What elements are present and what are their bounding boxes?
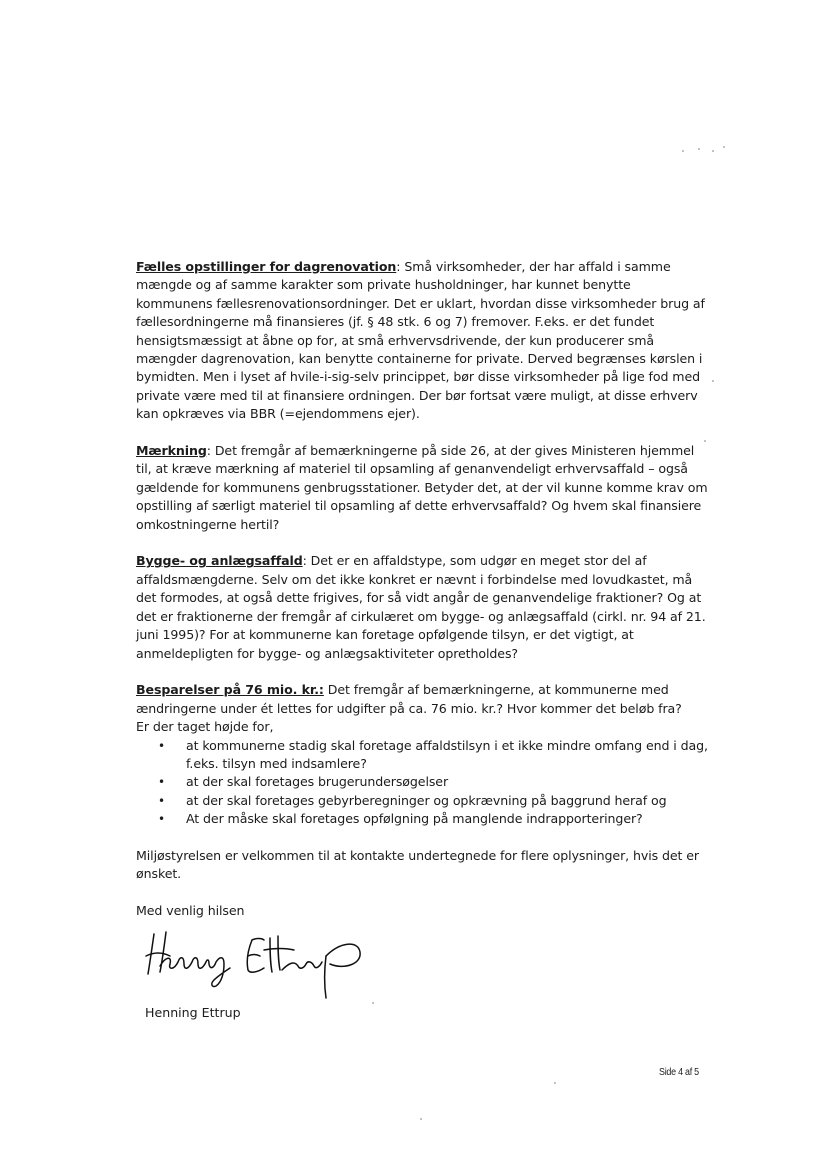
list-item: • at kommunerne stadig skal foretage affaldstilsyn i et ikke mindre omfang end i dag, f.eks. tilsyn med indsamlere? [158, 737, 708, 771]
list-item: • At der måske skal foretages opfølgning på manglende indrapporteringer? [158, 810, 708, 828]
page-number: Side 4 af 5 [659, 1066, 699, 1078]
greeting: Med venlig hilsen [136, 903, 245, 919]
bullet-icon: • [158, 775, 165, 790]
section-heading-maerkning: Mærkning [136, 443, 207, 459]
section-faelles-opstillinger [136, 258, 708, 424]
section-maerkning [136, 442, 708, 534]
section-text-besparelser: Det fremgår af bemærkningerne, at kommunerne med ændringerne under ét lettes for udgifter på ca. 76 mio. kr.? Hvor kommer det beløb fra? [136, 682, 682, 716]
signer-name: Henning Ettrup [145, 1005, 241, 1020]
bullet-icon: • [158, 812, 165, 827]
contact-paragraph: Miljøstyrelsen er velkommen til at kontakte undertegnede for flere oplysninger, hvis det er ønsket. [136, 847, 699, 882]
section-text-faelles: : Små virksomheder, der har affald i samme mængde og af samme karakter som private husholdninger, har kunnet benytte kommunens fællesrenovationsordninger. Det er uklart, hvordan disse virksomheder brug af fællesordningerne må finansieres (jf. § 48 stk. 6 og 7) fremover. F.eks. er det fundet hensigtsmæssigt at åbne op for, at små erhvervsdrivende, der kun producerer små mængder dagrenovation, kan benytte containerne for private. Derved begrænses kørslen i bymidten. Men i lyset af hvile-i-sig-selv princippet, bør disse virksomheder på lige fod med private være med til at finansiere ordningen. Der bør fortsat være muligt, at disse erhverv kan opkræves via BBR (=ejendommens ejer). [136, 259, 705, 422]
list-item: • at der skal foretages gebyrberegninger og opkrævning på baggrund heraf og [158, 792, 708, 810]
section-text-maerkning: : Det fremgår af bemærkningerne på side 26, at der gives Ministeren hjemmel til, at kræve mærkning af materiel til opsamling af genanvendeligt erhvervsaffald – også gældende for kommunens genbrugsstationer. Betyder det, at der vil kunne komme krav om opstilling af særligt materiel til opsamling af dette erhvervsaffald? Og hvem skal finansiere omkostningerne hertil? [136, 443, 708, 532]
bullet-icon: • [158, 738, 165, 753]
section-heading-bygge: Bygge- og anlægsaffald [136, 553, 303, 569]
besparelser-bullet-list [136, 737, 708, 829]
letter-body [136, 258, 708, 939]
section-heading-faelles: Fælles opstillinger for dagrenovation [136, 259, 397, 274]
section-intro-besparelser: Er der taget højde for, [136, 719, 274, 735]
handwritten-signature [144, 926, 374, 1002]
section-besparelser [136, 681, 708, 736]
section-heading-besparelser: Besparelser på 76 mio. kr.: [136, 682, 324, 698]
section-text-bygge: : Det er en affaldstype, som udgør en meget stor del af affaldsmængderne. Selv om det ikke konkret er nævnt i forbindelse med lovudkastet, må det formodes, at også dette frigives, for så vidt angår de genanvendelige fraktioner? Og at det er fraktionerne der fremgår af cirkulæret om bygge- og anlægsaffald (cirkl. nr. 94 af 21. juni 1995)? For at kommunerne kan foretage opfølgende tilsyn, er det vigtigt, at anmeldepligten for bygge- og anlægsaktiviteter opretholdes? [136, 553, 706, 661]
bullet-icon: • [158, 793, 165, 808]
list-item: • at der skal foretages brugerundersøgelser [158, 773, 708, 791]
section-bygge-anlaeg [136, 552, 708, 662]
